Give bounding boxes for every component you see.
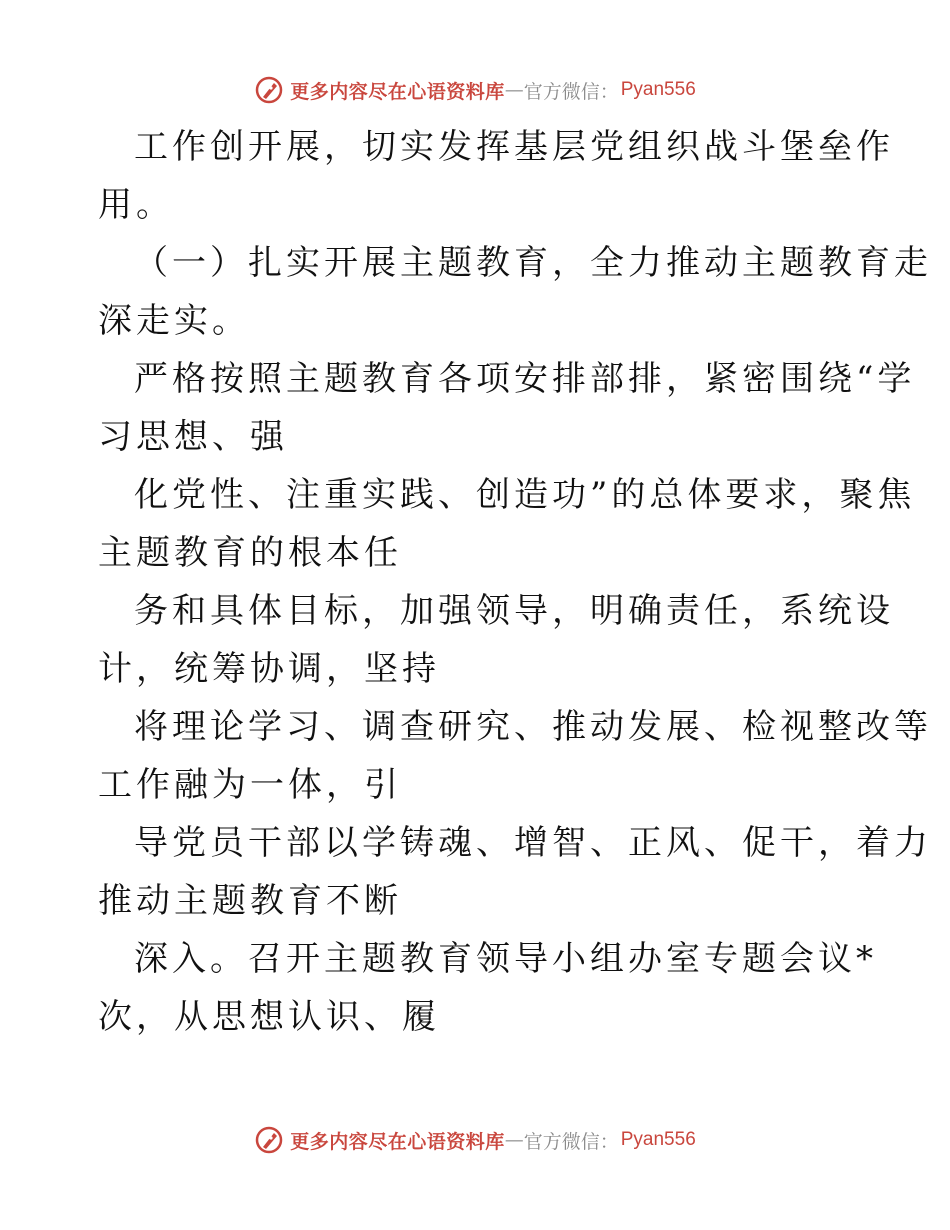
- paragraph-line: 务和具体目标，加强领导，明确责任，系统设: [134, 591, 894, 631]
- paragraph-line: 工作融为一体，引: [98, 765, 402, 805]
- watermark-handle: Pyan556: [620, 79, 696, 100]
- paragraph-line: 次，从思想认识、履: [98, 997, 440, 1037]
- paragraph-line: 化党性、注重实践、创造功”的总体要求，聚焦: [134, 475, 916, 515]
- paragraph-line: 导党员干部以学铸魂、增智、正风、促干，着力: [134, 823, 932, 863]
- paragraph-line: 习思想、强: [98, 417, 288, 457]
- paragraph-line: 工作创开展，切实发挥基层党组织战斗堡垒作: [134, 127, 894, 167]
- section-heading-line: （一）扎实开展主题教育，全力推动主题教育走: [134, 243, 932, 283]
- watermark-brand: 更多内容尽在心语资料库: [290, 1130, 505, 1153]
- paragraph-line: 将理论学习、调查研究、推动发展、检视整改等: [134, 707, 932, 747]
- pen-nib-circle-icon: [254, 75, 284, 105]
- paragraph-line: 用。: [98, 185, 174, 225]
- watermark-separator: —: [504, 79, 524, 101]
- watermark-handle: Pyan556: [620, 1129, 696, 1150]
- pen-nib-circle-icon: [254, 1125, 284, 1155]
- document-body: [98, 118, 932, 1046]
- watermark-contact-label: 官方微信：: [523, 1130, 619, 1153]
- section-heading-line: 深走实。: [98, 301, 250, 341]
- watermark-contact-label: 官方微信：: [523, 80, 619, 103]
- watermark-brand: 更多内容尽在心语资料库: [290, 80, 505, 103]
- header-watermark: [0, 70, 950, 110]
- paragraph-line: 严格按照主题教育各项安排部排，紧密围绕“学: [134, 359, 916, 399]
- paragraph-line: 主题教育的根本任: [98, 533, 402, 573]
- paragraph-line: 计，统筹协调，坚持: [98, 649, 440, 689]
- paragraph-line: 推动主题教育不断: [98, 881, 402, 921]
- footer-watermark: [0, 1120, 950, 1160]
- watermark-separator: —: [504, 1129, 524, 1151]
- paragraph-line: 深入。召开主题教育领导小组办室专题会议*: [134, 939, 877, 979]
